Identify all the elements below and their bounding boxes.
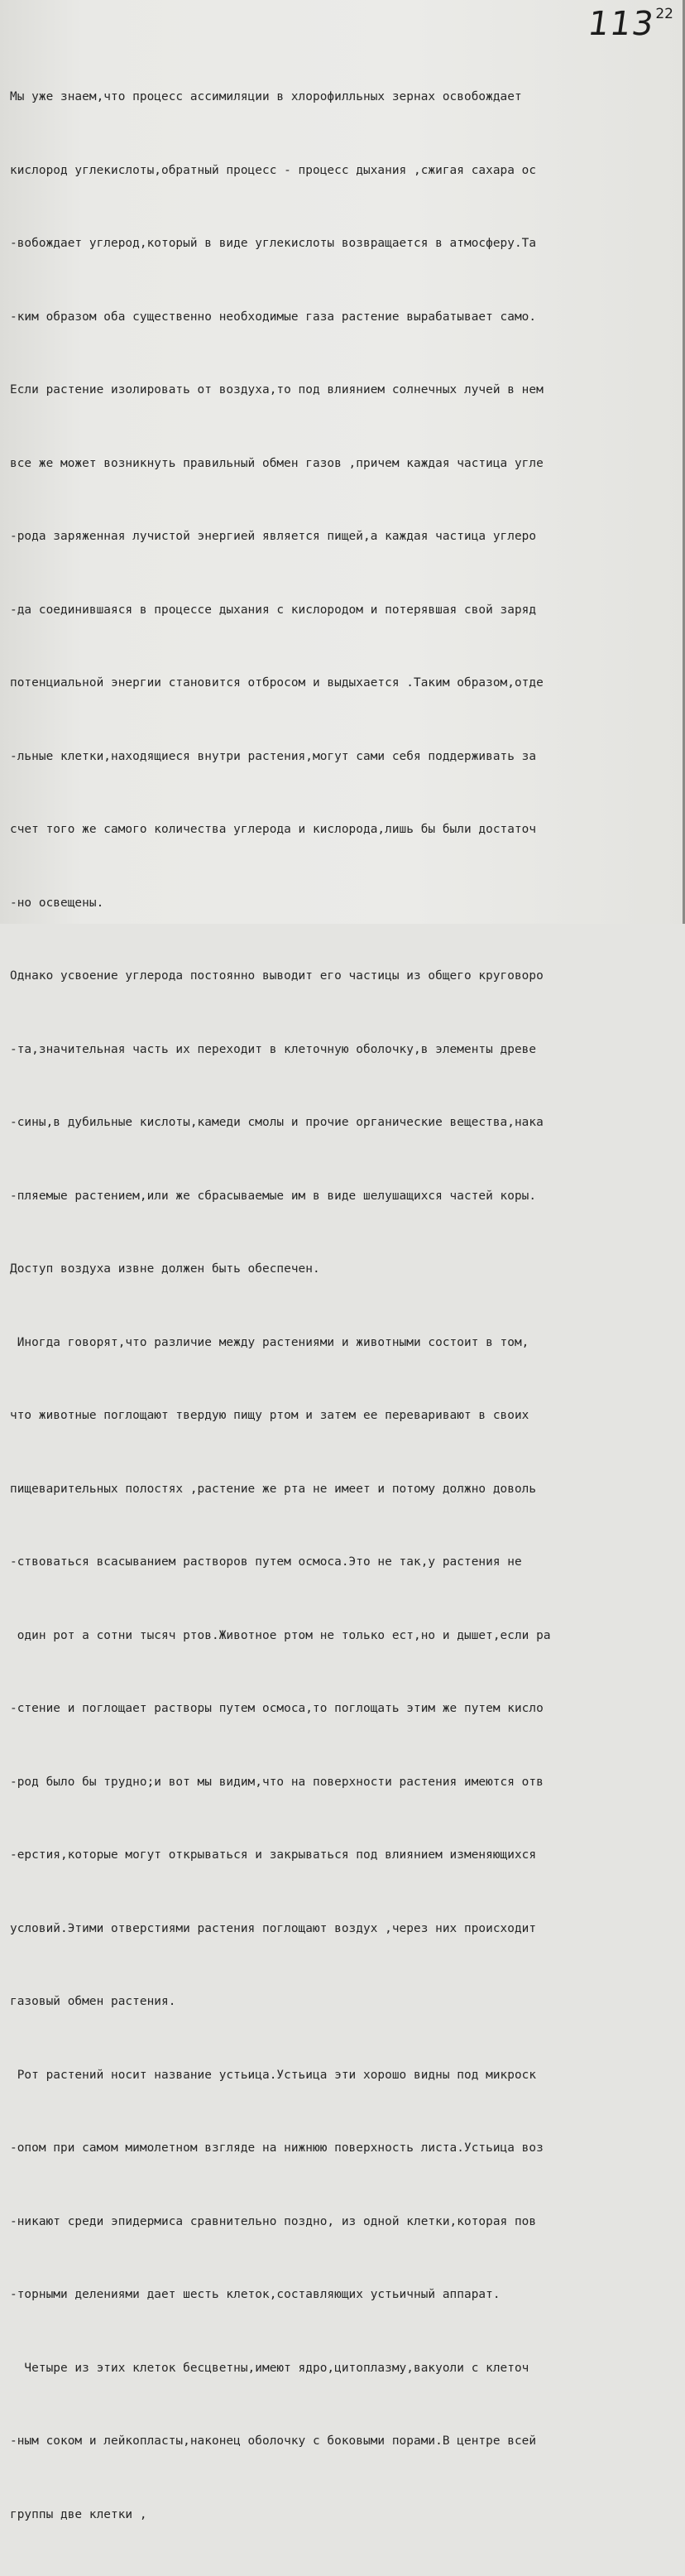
text-line: -вобождает углерод,который в виде углекислоты возвращается в атмосферу.Та [10, 237, 537, 250]
text-line: Доступ воздуха извне должен быть обеспечен. [10, 1262, 320, 1276]
text-line: Иногда говорят,что различие между растениями и животными состоит в том, [10, 1335, 529, 1349]
text-line: Однако усвоение углерода постоянно выводит его частицы из общего круговоро [10, 969, 544, 983]
text-line: -льные клетки,находящиеся внутри растения,могут сами себя поддерживать за [10, 749, 537, 763]
text-line: пищеварительных полостях ,растение же рта не имеет и потому должно доволь [10, 1482, 537, 1496]
text-line: -да соединившаяся в процессе дыхания с кислородом и потерявшая свой заряд [10, 603, 537, 617]
text-line: -стение и поглощает растворы путем осмоса,то поглощать этим же путем кисло [10, 1702, 544, 1715]
folio-superscript: 22 [655, 6, 673, 22]
text-line: кислород углекислоты,обратный процесс - процесс дыхания ,сжигая сахара ос [10, 163, 537, 177]
text-line: -ствоваться всасыванием растворов путем осмоса.Это не так,у растения не [10, 1555, 522, 1569]
text-line: -опом при самом мимолетном взгляде на нижнюю поверхность листа.Устьица воз [10, 2141, 544, 2155]
text-line: -сины,в дубильные кислоты,камеди смолы и прочие органические вещества,нака [10, 1116, 544, 1129]
text-line: Четыре из этих клеток бесцветны,имеют ядро,цитоплазму,вакуоли с клеточ [10, 2361, 529, 2375]
text-line: -торными делениями дает шесть клеток,составляющих устьичный аппарат. [10, 2288, 501, 2301]
text-line: Рот растений носит название устьица.Устьица эти хорошо видны под микроск [10, 2068, 537, 2082]
text-line: -ким образом оба существенно необходимые газа растение вырабатывает само. [10, 310, 537, 324]
text-line: -никают среди эпидермиса сравнительно поздно, из одной клетки,которая пов [10, 2214, 537, 2228]
text-line: -рода заряженная лучистой энергией является пищей,а каждая частица углеро [10, 530, 537, 543]
text-line: что животные поглощают твердую пищу ртом и затем ее переваривают в своих [10, 1409, 529, 1422]
text-line: группы две клетки , [10, 2507, 147, 2521]
text-line: условий.Этими отверстиями растения поглощают воздух ,через них происходит [10, 1921, 537, 1935]
text-line: Если растение изолировать от воздуха,то под влиянием солнечных лучей в нем [10, 383, 544, 396]
text-line: -род было бы трудно;и вот мы видим,что на поверхности растения имеются отв [10, 1775, 544, 1789]
text-line: газовый обмен растения. [10, 1995, 176, 2008]
text-line: -ным соком и лейкопласты,наконец оболочку с боковыми порами.В центре всей [10, 2434, 537, 2448]
text-line: Мы уже знаем,что процесс ассимиляции в хлорофилльных зернах освобождает [10, 90, 522, 103]
text-line: -ерстия,которые могут открываться и закрываться под влиянием изменяющихся [10, 1848, 537, 1862]
text-line: счет того же самого количества углерода и кислорода,лишь бы были достаточ [10, 823, 537, 836]
text-line: все же может возникнуть правильный обмен газов ,причем каждая частица угле [10, 456, 544, 470]
text-line: потенциальной энергии становится отбросом и выдыхается .Таким образом,отде [10, 676, 544, 690]
folio-number: 113 [585, 5, 657, 43]
text-line: -та,значительная часть их переходит в клеточную оболочку,в элементы древе [10, 1042, 537, 1056]
text-line: -но освещены. [10, 896, 104, 910]
text-line: один рот а сотни тысяч ртов.Животное ртом не только ест,но и дышет,если ра [10, 1628, 551, 1642]
typewritten-text [10, 36, 685, 2576]
text-line: -пляемые растением,или же сбрасываемые им в виде шелушащихся частей коры. [10, 1189, 537, 1203]
